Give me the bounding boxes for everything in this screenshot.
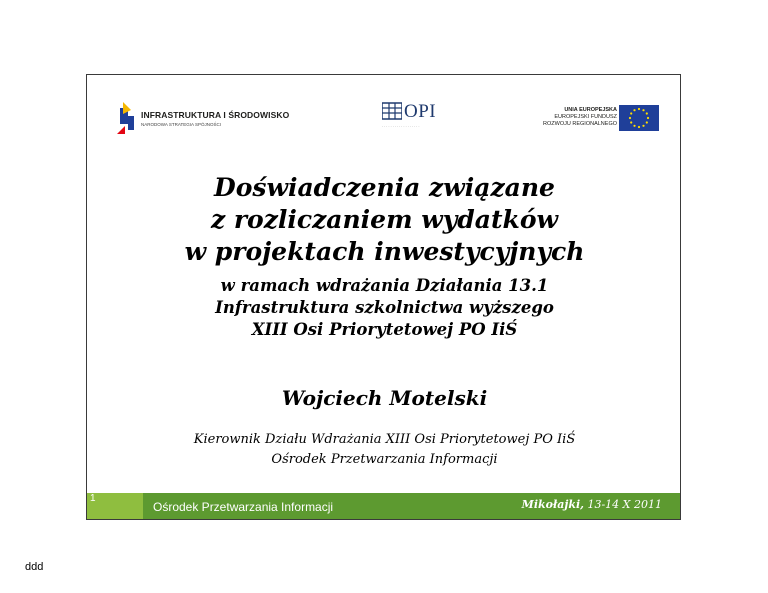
author-name: Wojciech Motelski bbox=[281, 386, 488, 410]
opi-logo-name: OPI bbox=[404, 101, 437, 122]
subtitle-line-2: Infrastruktura szkolnictwa wyższego bbox=[215, 298, 554, 317]
slide-number-box bbox=[87, 493, 143, 519]
opi-logo-tagline: · · · · · · · · · · · · · · · · · · bbox=[382, 125, 420, 129]
opi-emblem-icon bbox=[382, 101, 402, 121]
infrastruktura-emblem-icon bbox=[117, 102, 135, 134]
subtitle-line-3: XIII Osi Priorytetowej PO IiŚ bbox=[251, 320, 518, 339]
speaker-notes: ddd bbox=[25, 561, 44, 573]
slide-footer bbox=[87, 493, 680, 519]
footer-place-date bbox=[522, 498, 662, 511]
eu-logo-line1: UNIA EUROPEJSKA bbox=[564, 107, 617, 113]
infrastruktura-logo-title: INFRASTRUKTURA I ŚRODOWISKO bbox=[141, 110, 290, 120]
title-line-3: w projektach inwestycyjnych bbox=[184, 237, 585, 266]
slide-number: 1 bbox=[90, 493, 96, 504]
slide bbox=[86, 74, 681, 520]
eu-logo-line2: EUROPEJSKI FUNDUSZ bbox=[554, 114, 617, 120]
footer-date: 13-14 X 2011 bbox=[587, 498, 662, 511]
footer-place: Mikołajki, bbox=[521, 498, 584, 511]
presentation-subtitle bbox=[87, 275, 682, 341]
eu-logo-text bbox=[543, 107, 617, 128]
title-line-1: Doświadczenia związane bbox=[214, 173, 555, 202]
eu-flag-icon bbox=[619, 105, 659, 131]
title-line-2: z rozliczaniem wydatków bbox=[210, 205, 559, 234]
eu-logo bbox=[543, 105, 667, 135]
author-role bbox=[87, 430, 682, 470]
presentation-title bbox=[87, 172, 682, 268]
eu-logo-line3: ROZWOJU REGIONALNEGO bbox=[543, 121, 617, 127]
opi-logo bbox=[382, 101, 462, 131]
role-line-1: Kierownik Działu Wdrażania XIII Osi Priorytetowej PO IiŚ bbox=[193, 432, 576, 447]
footer-organization: Ośrodek Przetwarzania Informacji bbox=[153, 500, 334, 514]
role-line-2: Ośrodek Przetwarzania Informacji bbox=[271, 452, 498, 467]
infrastruktura-logo-subtitle: NARODOWA STRATEGIA SPÓJNOŚCI bbox=[141, 122, 222, 127]
subtitle-line-1: w ramach wdrażania Działania 13.1 bbox=[220, 276, 549, 295]
infrastruktura-logo bbox=[117, 102, 290, 134]
